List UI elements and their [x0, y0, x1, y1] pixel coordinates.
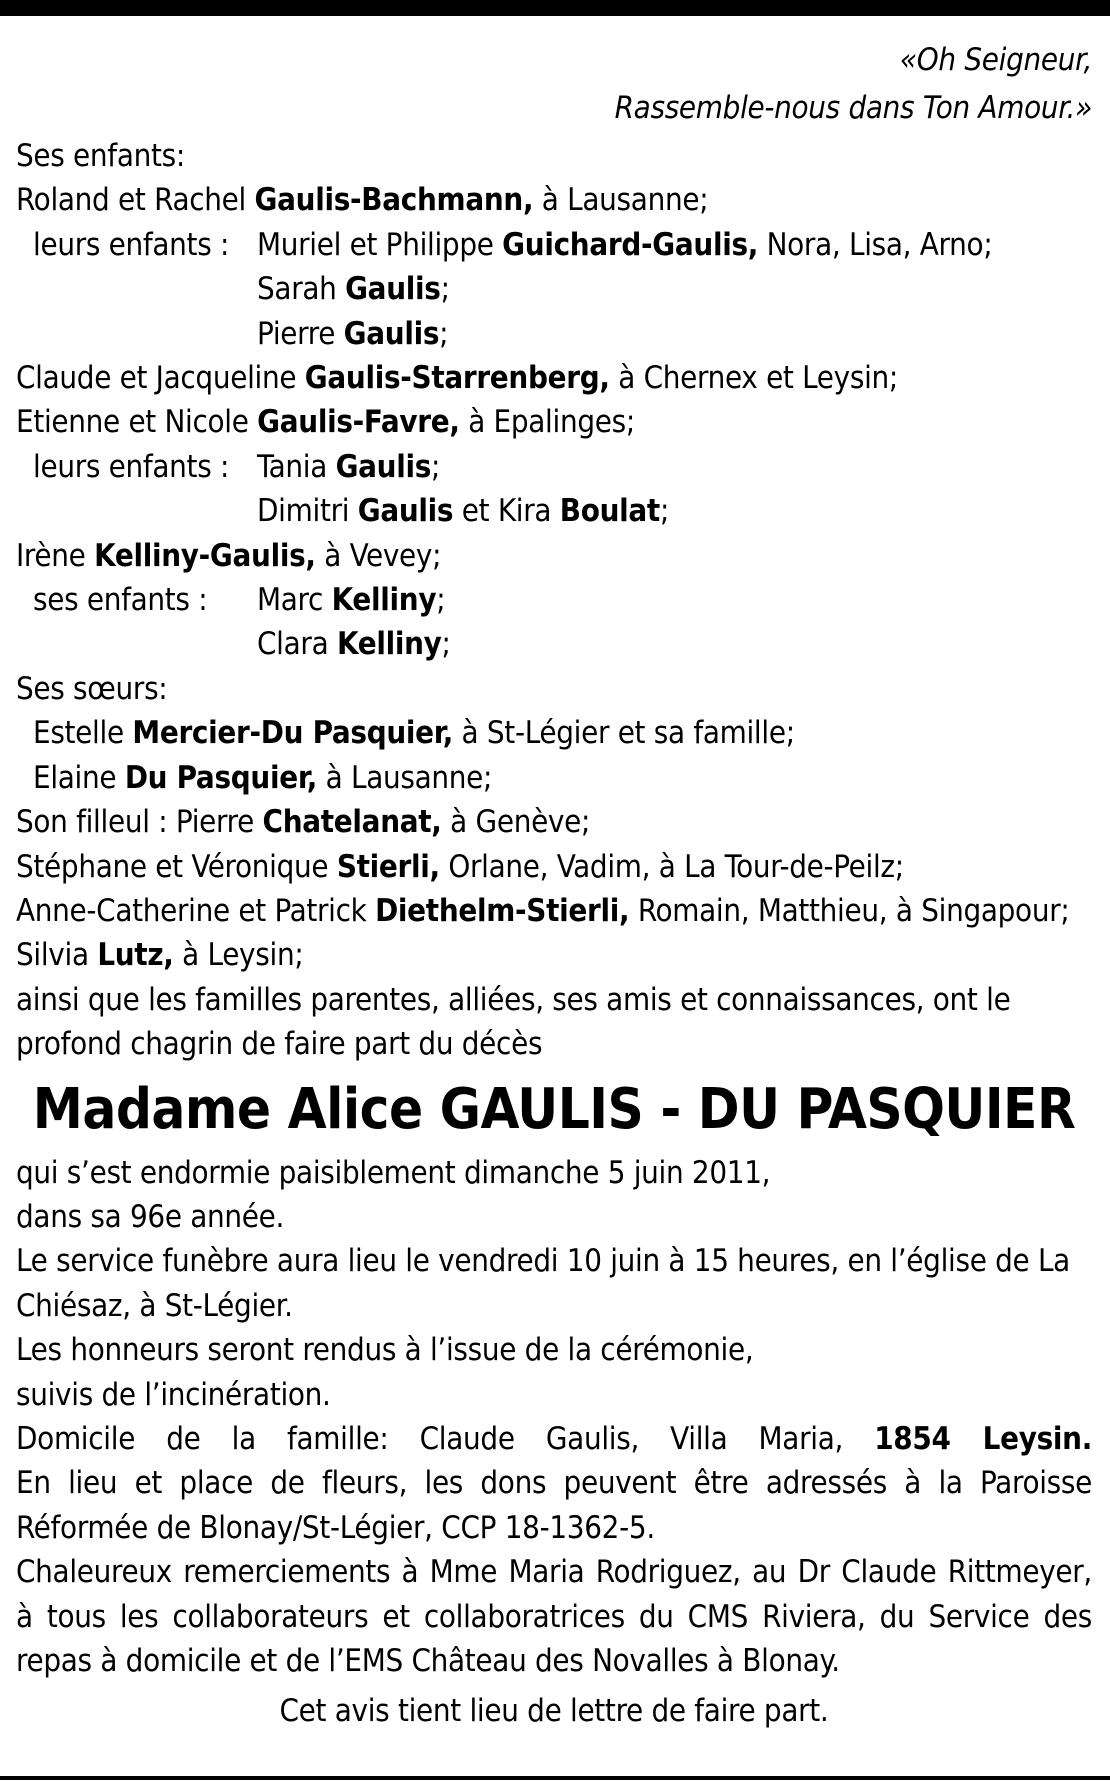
family-surname: Gaulis — [357, 493, 454, 530]
acknowledgements: Chaleureux remerciements à Mme Maria Rodriguez, au Dr Claude Rittmeyer, à tous les collaborateurs et collaboratrices du CMS Riviera, du Service des repas à domicile et de l’EMS Château des Novalles à Blonay. — [16, 1554, 1092, 1679]
family-list — [16, 134, 1092, 1067]
family-entry-etienne: Etienne et Nicole Gaulis-Favre, à Epalinges; — [16, 404, 635, 441]
family-entry-silvia: Silvia Lutz, à Leysin; — [16, 937, 304, 974]
obituary-notice — [16, 36, 1092, 1734]
deceased-name-heading: Madame Alice GAULIS - DU PASQUIER — [32, 1076, 1076, 1142]
family-surname: Stierli, — [336, 848, 440, 885]
family-surname: Kelliny — [336, 626, 442, 663]
grandchildren-entry: Clara Kelliny; — [257, 626, 451, 663]
family-entry-claude: Claude et Jacqueline Gaulis-Starrenberg, à Chernex et Leysin; — [16, 360, 899, 397]
grandchildren-entry: ses enfants :Marc Kelliny; — [16, 578, 1092, 622]
family-surname: Chatelanat, — [262, 804, 442, 841]
family-surname: Boulat — [559, 493, 660, 530]
honors-line-2: suivis de l’incinération. — [16, 1376, 331, 1413]
family-surname: Gaulis — [335, 448, 432, 485]
family-surname: Gaulis-Favre, — [257, 404, 460, 441]
grandchildren-entry: leurs enfants :Muriel et Philippe Guichard-Gaulis, Nora, Lisa, Arno; — [16, 223, 1092, 267]
top-border-rule — [0, 0, 1110, 16]
family-surname: Gaulis-Bachmann, — [254, 182, 534, 219]
announcement-closing: ainsi que les familles parentes, alliées, ses amis et connaissances, ont le profond chagrin de faire part du décès — [16, 981, 1011, 1063]
family-surname: Kelliny-Gaulis, — [94, 537, 316, 574]
grandchildren-label: ses enfants : — [33, 582, 208, 619]
grandchildren-entry: leurs enfants :Tania Gaulis; — [16, 445, 1092, 489]
sister-entry: Elaine Du Pasquier, à Lausanne; — [33, 759, 493, 796]
passing-date: qui s’est endormie paisiblement dimanche 5 juin 2011, — [16, 1154, 771, 1191]
family-entry-anne-catherine: Anne-Catherine et Patrick Diethelm-Stierli, Romain, Matthieu, à Singapour; — [16, 892, 1070, 929]
service-info: Le service funèbre aura lieu le vendredi 10 juin à 15 heures, en l’église de La Chiésaz, à St-Légier. — [16, 1243, 1070, 1324]
sister-entry: Estelle Mercier-Du Pasquier, à St-Légier et sa famille; — [33, 715, 795, 752]
family-entry-stephane: Stéphane et Véronique Stierli, Orlane, Vadim, à La Tour-de-Peilz; — [16, 848, 904, 885]
children-heading: Ses enfants: — [16, 138, 185, 174]
godson-entry: Son filleul : Pierre Chatelanat, à Genève; — [16, 804, 591, 841]
family-surname: Gaulis — [345, 271, 441, 308]
family-entry-irene: Irène Kelliny-Gaulis, à Vevey; — [16, 537, 442, 574]
quote-line-2: Rassemble-nous dans Ton Amour.» — [614, 90, 1092, 126]
honors-line-1: Les honneurs seront rendus à l’issue de la cérémonie, — [16, 1332, 754, 1369]
sisters-heading: Ses sœurs: — [16, 670, 168, 707]
family-surname: Du Pasquier, — [124, 759, 318, 796]
funeral-details — [16, 1151, 1092, 1734]
family-domicile: Domicile de la famille: Claude Gaulis, Villa Maria, 1854 Leysin. — [16, 1420, 1092, 1457]
grandchildren-entry: Pierre Gaulis; — [257, 315, 449, 352]
grandchildren-label: leurs enfants : — [33, 448, 230, 485]
quote-line-1: «Oh Seigneur, — [899, 42, 1092, 78]
donations-info: En lieu et place de fleurs, les dons peuvent être adressés à la Paroisse Réformée de Blonay/St-Légier, CCP 18-1362-5. — [16, 1465, 1092, 1546]
grandchildren-entry: Dimitri Gaulis et Kira Boulat; — [257, 493, 670, 530]
domicile-locality: 1854 Leysin. — [874, 1420, 1092, 1457]
family-surname: Mercier-Du Pasquier, — [132, 715, 453, 752]
family-surname: Gaulis — [343, 315, 440, 352]
family-surname: Lutz, — [97, 937, 174, 974]
family-entry-roland: Roland et Rachel Gaulis-Bachmann, à Lausanne; — [16, 182, 709, 219]
bottom-border-rule — [0, 1776, 1110, 1780]
family-surname: Kelliny — [331, 582, 437, 619]
grandchildren-label: leurs enfants : — [33, 226, 230, 263]
notice-footer: Cet avis tient lieu de lettre de faire part. — [279, 1693, 829, 1730]
age-line: dans sa 96e année. — [16, 1198, 285, 1235]
family-surname: Diethelm-Stierli, — [375, 892, 630, 929]
family-surname: Guichard-Gaulis, — [502, 226, 759, 263]
family-surname: Gaulis-Starrenberg, — [304, 360, 610, 397]
grandchildren-entry: Sarah Gaulis; — [257, 271, 450, 308]
epigraph-quote — [16, 36, 1092, 132]
